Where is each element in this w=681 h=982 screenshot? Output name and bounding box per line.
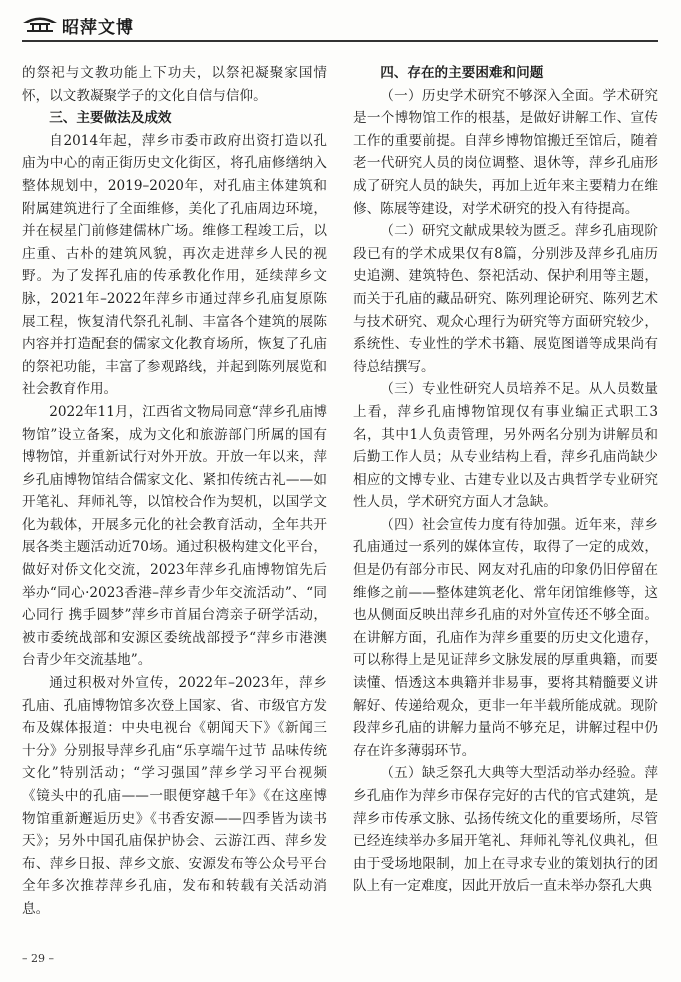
section-heading: 三、主要做法及成效 <box>49 110 172 127</box>
section-heading: 四、存在的主要困难和问题 <box>380 65 544 81</box>
page-number: – 29 – <box>22 952 54 965</box>
paragraph: （三）专业性研究人员培养不足。从人员数量上看，萍乡孔庙博物馆现仅有事业编正式职工3名，其中1人负责管理，另外两名分别为讲解员和后勤工作人员；从专业结构上看，萍乡孔庙尚缺少相应的文博专业、古建专业以及古典哲学专业研究性人员，学术研究方面人才急缺。 <box>353 381 658 511</box>
paragraph: 的祭祀与文教功能上下功夫，以祭祀凝聚家国情怀，以文教凝聚学子的文化自信与信仰。 <box>22 65 327 104</box>
right-column <box>353 62 658 898</box>
paragraph: 通过积极对外宣传，2022年–2023年，萍乡孔庙、孔庙博物馆多次登上国家、省、市级官方发布及媒体报道：中央电视台《朝闻天下》《新闻三十分》分别报导萍乡孔庙“乐享端午过节 品味传统文化”特别活动；“学习强国”萍乡学习平台视频《镜头中的孔庙——一眼便穿越千年》《在这座博物馆重新邂逅历史》《书香安源——四季皆为读书天》；另外中国孔庙保护协会、云游江西、萍乡发布、萍乡日报、萍乡文旅、安源发布等公众号平台全年多次推荐萍乡孔庙，发布和转载有关活动消息。 <box>22 675 327 917</box>
pavilion-roof-icon <box>22 14 58 32</box>
left-column <box>22 62 327 921</box>
paragraph: 2022年11月，江西省文物局同意“萍乡孔庙博物馆”设立备案，成为文化和旅游部门所属的国有博物馆，并重新试行对外开放。开放一年以来，萍乡孔庙博物馆结合儒家文化、紧扣传统古礼——如开笔礼、拜师礼等，以馆校合作为契机，以国学文化为载体，开展多元化的社会教育活动，全年共开展各类主题活动近70场。通过积极构建文化平台，做好对侨文化交流，2023年萍乡孔庙博物馆先后举办“同心·2023香港–萍乡青少年交流活动”、“同心同行 携手圆梦”萍乡市首届台湾亲子研学活动，被市委统战部和安源区委统战部授予“萍乡市港澳台青少年交流基地”。 <box>22 403 327 669</box>
paragraph: 自2014年起，萍乡市委市政府出资打造以孔庙为中心的南正街历史文化街区，将孔庙修缮纳入整体规划中，2019–2020年，对孔庙主体建筑和附属建筑进行了全面维修，美化了孔庙周边环境，并在棂星门前修建儒林广场。维修工程竣工后，以庄重、古朴的建筑风貌，再次走进萍乡人民的视野。为了发挥孔庙的传承教化作用，延续萍乡文脉，2021年–2022年萍乡市通过萍乡孔庙复原陈展工程，恢复清代祭孔礼制、丰富各个建筑的展陈内容并打造配套的儒家文化教育场所，恢复了孔庙的祭祀功能，丰富了参观路线，并起到陈列展览和社会教育作用。 <box>22 132 327 398</box>
header-title: 昭萍文博 <box>62 18 134 38</box>
paragraph: （四）社会宣传力度有待加强。近年来，萍乡孔庙通过一系列的媒体宣传，取得了一定的成效，但是仍有部分市民、网友对孔庙的印象仍旧停留在维修之前——整体建筑老化、常年闭馆维修等，这也从侧面反映出萍乡孔庙的对外宣传还不够全面。在讲解方面，孔庙作为萍乡重要的历史文化遗存，可以称得上是见证萍乡文脉发展的厚重典籍，而要读懂、悟透这本典籍并非易事，要将其精髓要义讲解好、传递给观众，更非一年半载所能成就。现阶段萍乡孔庙的讲解力量尚不够充足，讲解过程中仍存在许多薄弱环节。 <box>353 516 658 759</box>
page-header <box>22 8 658 42</box>
paragraph: （一）历史学术研究不够深入全面。学术研究是一个博物馆工作的根基，是做好讲解工作、宣传工作的重要前提。自萍乡博物馆搬迁至馆后，随着老一代研究人员的岗位调整、退休等，萍乡孔庙形成了研究人员的缺失，再加上近年来主要精力在维修、陈展等建设，对学术研究的投入有待提高。 <box>353 87 658 217</box>
paragraph: （五）缺乏祭孔大典等大型活动举办经验。萍乡孔庙作为萍乡市保存完好的古代的官式建筑，是萍乡市传承文脉、弘扬传统文化的重要场所，尽管已经连续举办多届开笔礼、拜师礼等礼仪典礼，但由于受场地限制，加上在寻求专业的策划执行的团队上有一定难度，因此开放后一直未举办祭孔大典 <box>353 765 658 895</box>
paragraph: （二）研究文献成果较为匮乏。萍乡孔庙现阶段已有的学术成果仅有8篇，分别涉及萍乡孔庙历史追溯、建筑特色、祭祀活动、保护利用等主题，而关于孔庙的藏品研究、陈列理论研究、陈列艺术与技术研究、观众心理行为研究等方面研究较少，系统性、专业性的学术书籍、展览图谱等成果尚有待总结撰写。 <box>353 223 658 375</box>
